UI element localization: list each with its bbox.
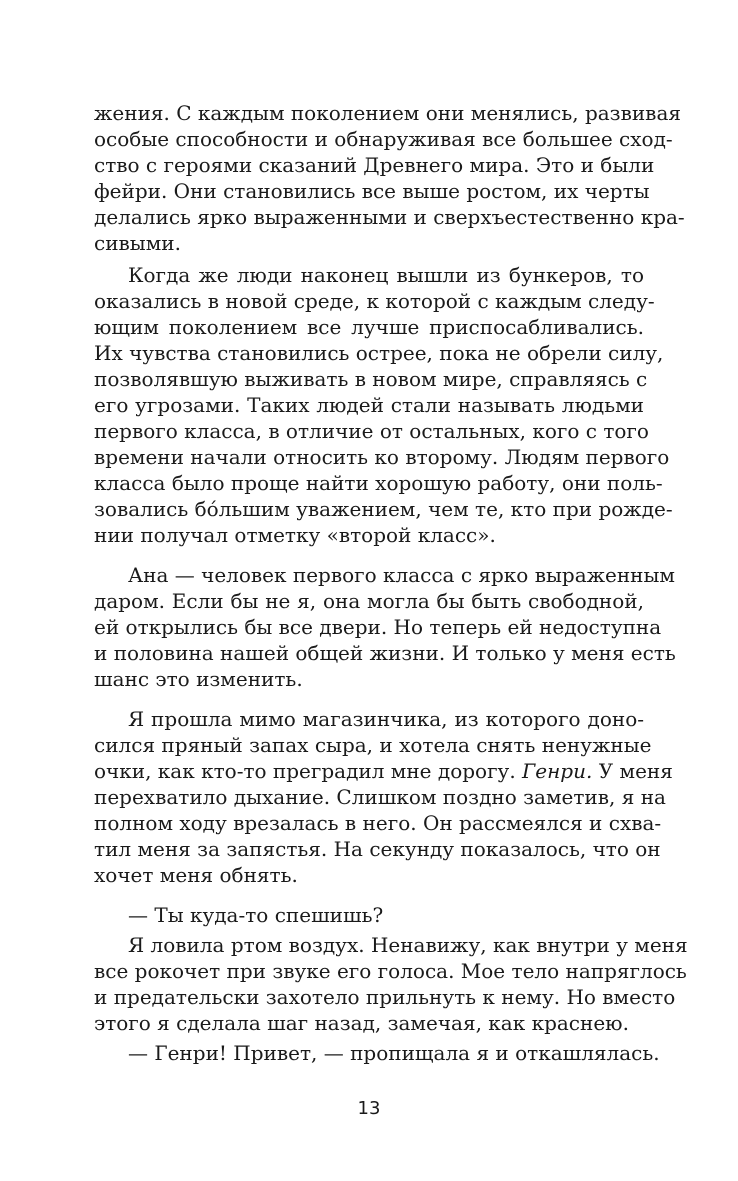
text-line: полном ходу врезалась в него. Он рассмеялся и схва-: [94, 811, 662, 835]
text-line: сился пряный запах сыра, и хотела снять ненужные: [94, 733, 652, 757]
text-line: даром. Если бы не я, она могла бы быть свободной,: [94, 589, 644, 613]
text-line: Я прошла мимо магазинчика, из которого доно-: [128, 707, 644, 731]
text-line: зовались бо́льшим уважением, чем те, кто при рожде-: [94, 497, 673, 521]
text-line: его угрозами. Таких людей стали называть людьми: [94, 393, 644, 417]
text-line: класса было проще найти хорошую работу, они поль-: [94, 471, 663, 495]
text-line: Их чувства становились острее, пока не обрели силу,: [94, 341, 664, 365]
text-line: все рокочет при звуке его голоса. Мое тело напряглось: [94, 959, 687, 983]
text-line: шанс это изменить.: [94, 667, 303, 691]
text-line: фейри. Они становились все выше ростом, их черты: [94, 179, 650, 203]
text-line: и половина нашей общей жизни. И только у меня есть: [94, 641, 676, 665]
text-line: оказались в новой среде, к которой с каждым следу-: [94, 289, 655, 313]
text-line: первого класса, в отличие от остальных, кого с того: [94, 419, 649, 443]
text-line: и предательски захотело прильнуть к нему. Но вместо: [94, 985, 676, 1009]
text-line: ей открылись бы все двери. Но теперь ей недоступна: [94, 615, 662, 639]
text-line: Когда же люди наконец вышли из бункеров, то: [128, 263, 644, 287]
line-text-tail: У меня: [598, 759, 673, 783]
text-line: Ана — человек первого класса с ярко выраженным: [128, 563, 675, 587]
text-line: хочет меня обнять.: [94, 863, 298, 887]
text-line: сивыми.: [94, 231, 181, 255]
text-line: перехватило дыхание. Слишком поздно заметив, я на: [94, 785, 666, 809]
text-line: тил меня за запястья. На секунду показалось, что он: [94, 837, 661, 861]
line-text: очки, как кто-то преградил мне дорогу.: [94, 759, 516, 783]
italic-name: Генри.: [522, 759, 593, 783]
text-line: жения. С каждым поколением они менялись, развивая: [94, 101, 681, 125]
text-line: этого я сделала шаг назад, замечая, как краснею.: [94, 1011, 629, 1035]
text-line: ющим поколением все лучше приспосабливались.: [94, 315, 644, 339]
text-line-with-italic: [94, 758, 673, 784]
text-line: особые способности и обнаруживая все большее сход-: [94, 127, 673, 151]
page-number: 13: [357, 1098, 381, 1119]
text-line: Я ловила ртом воздух. Ненавижу, как внутри у меня: [128, 933, 688, 957]
text-line: нии получал отметку «второй класс».: [94, 523, 496, 547]
dialogue-line: — Ты куда-то спешишь?: [128, 903, 384, 927]
text-line: ство с героями сказаний Древнего мира. Это и были: [94, 153, 655, 177]
text-line: делались ярко выраженными и сверхъестественно кра-: [94, 205, 685, 229]
text-line: позволявшую выживать в новом мире, справляясь с: [94, 367, 648, 391]
text-line: времени начали относить ко второму. Людям первого: [94, 445, 670, 469]
dialogue-line: — Генри! Привет, — пропищала я и откашлялась.: [128, 1041, 660, 1065]
